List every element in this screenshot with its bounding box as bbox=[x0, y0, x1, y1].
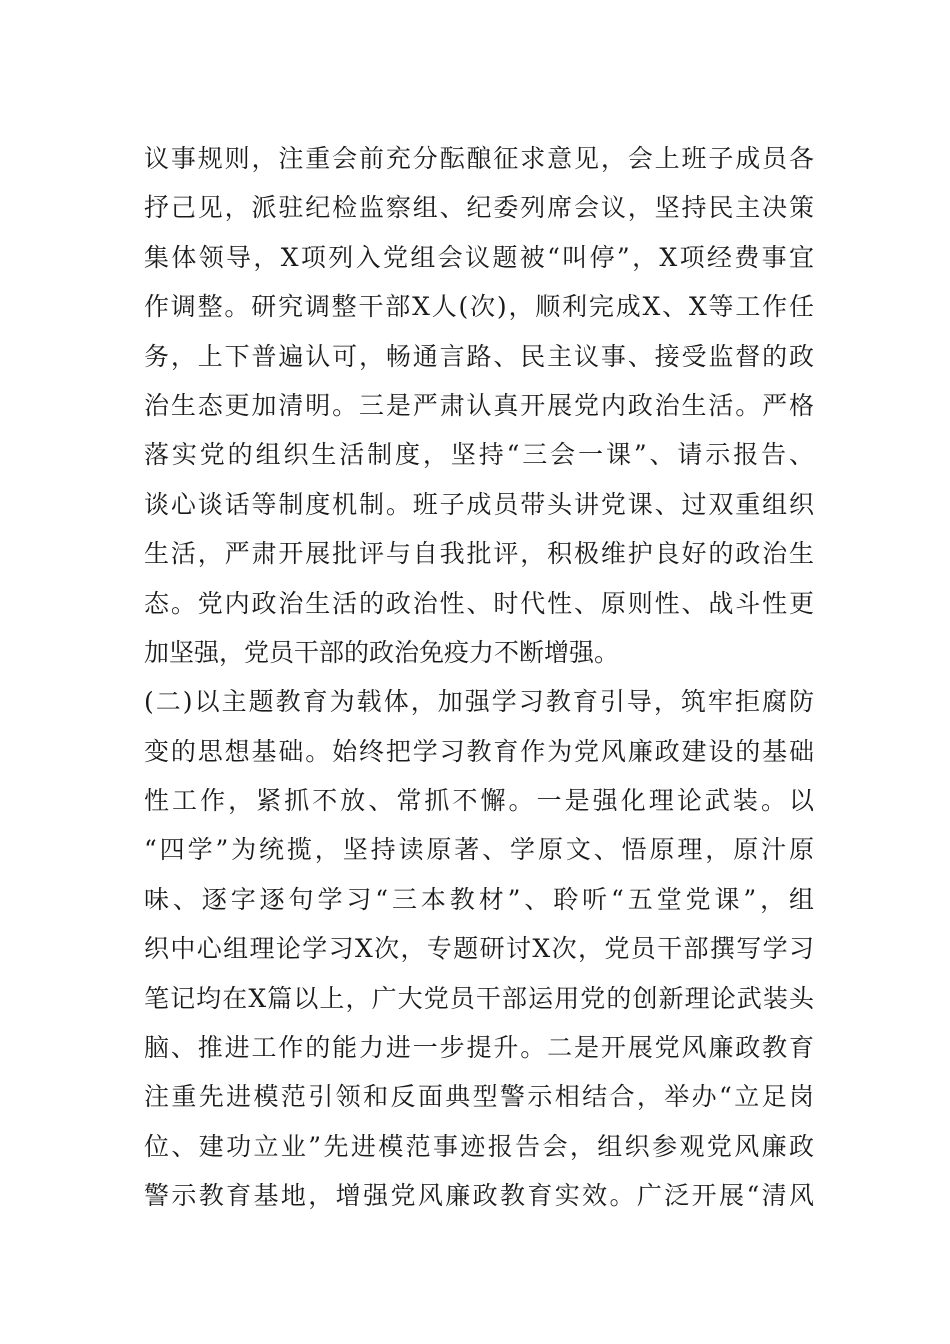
text-line: 落实党的组织生活制度，坚持“三会一课”、请示报告、 bbox=[144, 440, 814, 470]
text-line: 性工作，紧抓不放、常抓不懈。一是强化理论武装。以 bbox=[144, 786, 814, 816]
body-text bbox=[144, 134, 814, 1221]
paragraph-end-line: 加坚强，党员干部的政治免疫力不断增强。 bbox=[144, 637, 620, 667]
text-line: 脑、推进工作的能力进一步提升。二是开展党风廉政教育 bbox=[144, 1033, 814, 1063]
text-line: 织中心组理论学习X次，专题研讨X次，党员干部撰写学习 bbox=[144, 934, 814, 964]
text-line: 生活，严肃开展批评与自我批评，积极维护良好的政治生 bbox=[144, 539, 814, 569]
text-line: 务，上下普遍认可，畅通言路、民主议事、接受监督的政 bbox=[144, 341, 814, 371]
text-line: 笔记均在X篇以上，广大党员干部运用党的创新理论武装头 bbox=[144, 983, 814, 1013]
text-line: 变的思想基础。始终把学习教育作为党风廉政建设的基础 bbox=[144, 736, 814, 766]
text-line: 位、建功立业”先进模范事迹报告会，组织参观党风廉政 bbox=[144, 1131, 814, 1161]
text-line: 议事规则，注重会前充分酝酿征求意见，会上班子成员各 bbox=[144, 144, 814, 173]
text-line: 集体领导，X项列入党组会议题被“叫停”，X项经费事宜 bbox=[144, 242, 814, 272]
section-heading-line: (二)以主题教育为载体，加强学习教育引导，筑牢拒腐防 bbox=[144, 687, 814, 717]
text-line: 警示教育基地，增强党风廉政教育实效。广泛开展“清风 bbox=[144, 1181, 814, 1211]
text-line: 味、逐字逐句学习“三本教材”、聆听“五堂党课”，组 bbox=[144, 884, 814, 914]
text-line: 作调整。研究调整干部X人(次)，顺利完成X、X等工作任 bbox=[144, 292, 814, 322]
text-line: 治生态更加清明。三是严肃认真开展党内政治生活。严格 bbox=[144, 390, 814, 420]
text-line: 态。党内政治生活的政治性、时代性、原则性、战斗性更 bbox=[144, 588, 814, 618]
text-line: 谈心谈话等制度机制。班子成员带头讲党课、过双重组织 bbox=[144, 489, 814, 519]
text-line: 抒己见，派驻纪检监察组、纪委列席会议，坚持民主决策 bbox=[144, 193, 814, 223]
text-line: 注重先进模范引领和反面典型警示相结合，举办“立足岗 bbox=[144, 1082, 814, 1112]
text-line: “四学”为统揽，坚持读原著、学原文、悟原理，原汁原 bbox=[144, 835, 814, 865]
